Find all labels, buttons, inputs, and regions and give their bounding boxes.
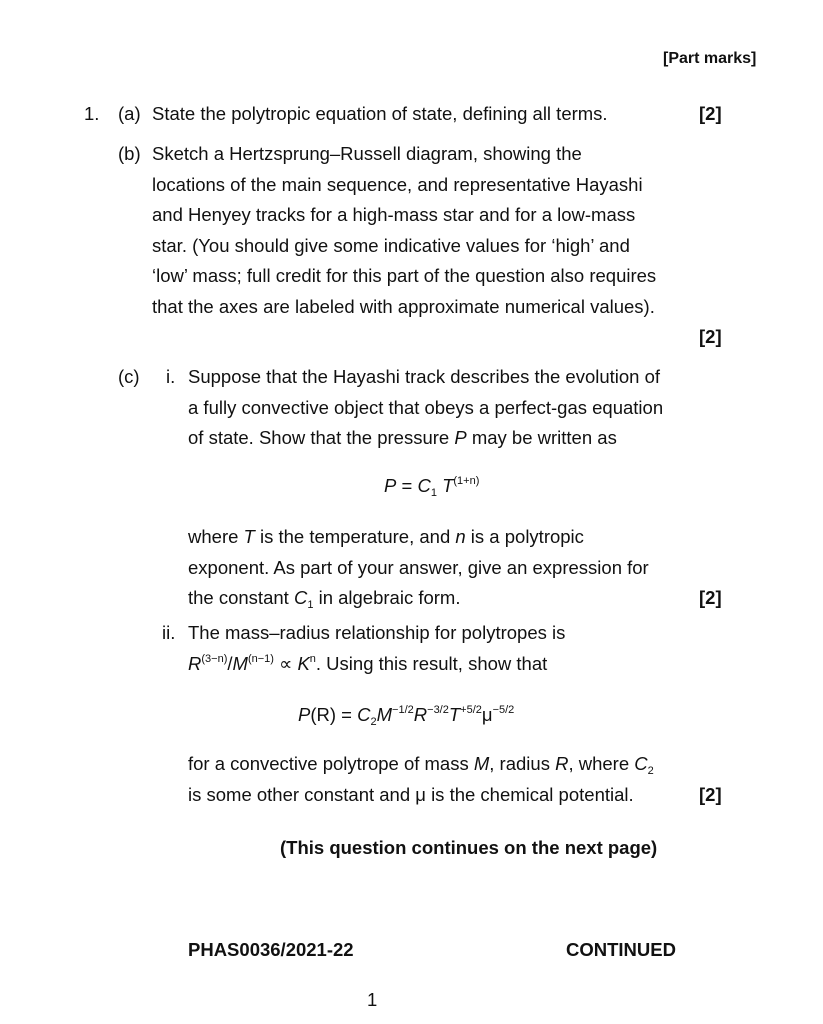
part-b-marks: [2] [699,326,722,347]
part-a-text: State the polytropic equation of state, defining all terms. [152,103,608,124]
course-code: PHAS0036/2021-22 [188,939,354,960]
part-b-label: (b) [118,143,141,164]
part-c-ii-line-2: $R^{(3-n)}/M^{(n-1)} \propto K^n$. Using this result, show that [188,652,548,674]
part-c-i-line-2: a fully convective object that obeys a perfect-gas equation [188,396,664,418]
part-b-line-6: that the axes are labeled with approximate numerical values). [152,295,655,317]
part-c-ii-marks: [2] [699,784,722,805]
part-c-i-after-line-1: where T is the temperature, and n is a polytropic [188,526,584,547]
part-b-line-1: Sketch a Hertzsprung–Russell diagram, showing the [152,143,582,164]
part-c-i-line-1: Suppose that the Hayashi track describes the evolution of [188,366,661,387]
part-b-line-2: locations of the main sequence, and representative Hayashi [152,173,643,195]
part-c-i-after-line-3: the constant $C_1$ in algebraic form. [188,587,461,611]
continued-label: CONTINUED [566,939,676,960]
part-c-i-marks: [2] [699,587,722,608]
part-c-ii-line-1: The mass–radius relationship for polytropes is [188,622,566,643]
part-b-line-4: star. (You should give some indicative values for ‘high’ and [152,234,630,256]
part-a-marks: [2] [699,103,722,124]
continues-note: (This question continues on the next page) [280,837,658,858]
part-c-i-after-line-2: exponent. As part of your answer, give an expression for [188,556,649,578]
equation-pressure-temperature: $P = C_1$ $T^{(1+n)}$ [384,475,480,499]
part-b-line-5: ‘low’ mass; full credit for this part of the question also requires [152,265,657,286]
part-marks-header: [Part marks] [663,50,757,67]
part-a-label: (a) [118,103,141,124]
part-b-line-3: and Henyey tracks for a high-mass star and for a low-mass [152,204,636,225]
part-c-i-label: i. [166,366,176,387]
part-c-ii-after-line-2: is some other constant and μ is the chemical potential. [188,784,634,805]
equation-pressure-radius: $P(R) = C_2M^{-1/2}R^{-3/2}T^{+5/2}\mu^{-5/2}$ [298,704,515,728]
question-number: 1. [84,103,100,124]
part-c-ii-label: ii. [162,622,176,643]
page-number: 1 [367,989,378,1010]
part-c-label: (c) [118,366,140,387]
part-c-ii-after-line-1: for a convective polytrope of mass M, radius R, where $C_2$ [188,753,654,777]
part-c-i-line-3: of state. Show that the pressure P may be written as [188,427,617,448]
